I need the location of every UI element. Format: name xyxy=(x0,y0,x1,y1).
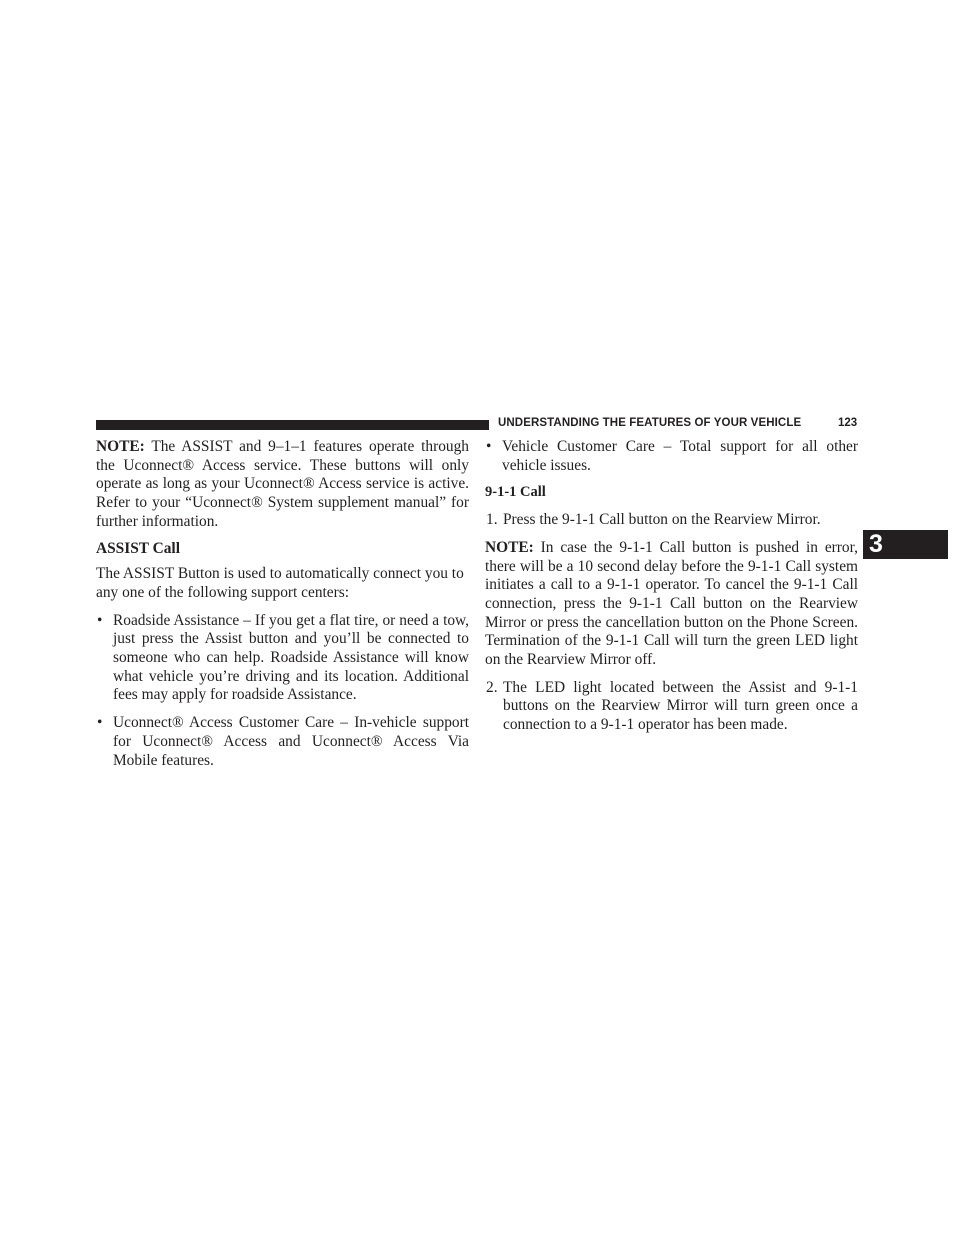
step-number: 2. xyxy=(486,678,498,696)
bullet-icon: • xyxy=(97,714,103,732)
intro-paragraph: The ASSIST Button is used to automatically connect you to any one of the following support centers: xyxy=(96,565,464,601)
left-column xyxy=(96,438,469,770)
note-text: The ASSIST and 9–1–1 features operate through the Uconnect® Access service. These buttons will only operate as long as your Uconnect® Access service is active. Refer to your “Uconnect® System supplement manual” for further information. xyxy=(96,438,469,530)
list-item-text: Vehicle Customer Care – Total support for all other vehicle issues. xyxy=(502,438,858,474)
running-header-title: UNDERSTANDING THE FEATURES OF YOUR VEHICLE xyxy=(498,417,802,429)
note-label: NOTE: xyxy=(485,538,534,556)
step-number: 1. xyxy=(486,511,498,529)
step-text: Press the 9-1-1 Call button on the Rearview Mirror. xyxy=(503,511,821,529)
bullet-icon: • xyxy=(97,611,103,629)
section-heading-assist-call: ASSIST Call xyxy=(96,539,180,557)
list-item xyxy=(485,438,858,475)
numbered-step xyxy=(485,679,858,735)
step-text: The LED light located between the Assist and 9-1-1 buttons on the Rearview Mirror will turn green once a connection to a 9-1-1 operator has been made. xyxy=(503,678,858,734)
right-column xyxy=(485,438,858,735)
numbered-step xyxy=(485,511,858,530)
page-number: 123 xyxy=(838,417,858,429)
chapter-number: 3 xyxy=(869,530,883,558)
list-item xyxy=(96,714,469,770)
note-paragraph xyxy=(485,539,858,670)
list-item-text: Roadside Assistance – If you get a flat tire, or need a tow, just press the Assist button and you’ll be connected to someone who can help. Roadside Assistance will know what vehicle you’re driving and its location. Additional fees may apply for roadside Assistance. xyxy=(113,611,469,704)
note-text: In case the 9-1-1 Call button is pushed in error, there will be a 10 second delay before the 9-1-1 Call system initiates a call to a 9-1-1 operator. To cancel the 9-1-1 Call connection, press the 9-1-1 Call button on the Rearview Mirror or press the cancellation button on the Phone Screen. Termination of the 9-1-1 Call will turn the green LED light on the Rearview Mirror off. xyxy=(485,538,858,669)
header-rule xyxy=(96,420,489,430)
list-item-text: Uconnect® Access Customer Care – In-vehicle support for Uconnect® Access and Uconnect® Access Via Mobile features. xyxy=(113,714,469,769)
bullet-icon: • xyxy=(486,438,492,455)
section-heading-911-call: 9-1-1 Call xyxy=(485,484,546,501)
note-paragraph xyxy=(96,438,469,532)
list-item xyxy=(96,612,469,706)
chapter-tab xyxy=(863,530,948,559)
note-label: NOTE: xyxy=(96,438,145,455)
